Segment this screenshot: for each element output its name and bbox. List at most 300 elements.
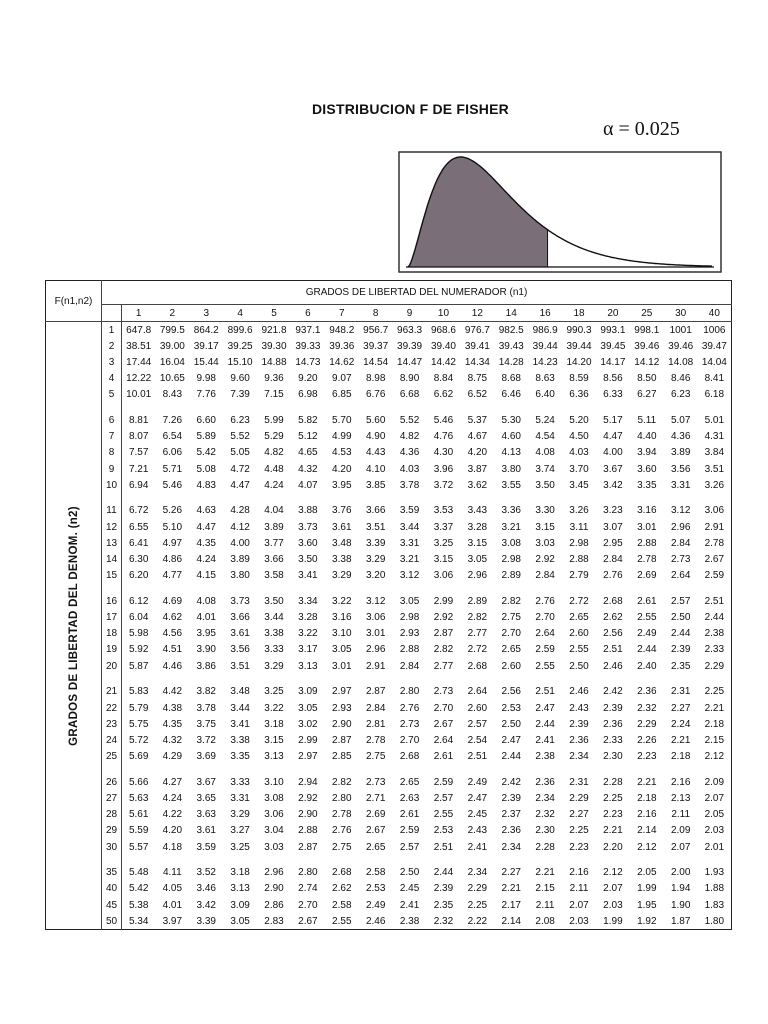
row-header-spacer <box>102 493 122 503</box>
value-cell: 6.98 <box>298 389 318 401</box>
value-cell: 3.10 <box>332 628 352 640</box>
value-cell: 4.76 <box>433 431 454 443</box>
value-cell: 4.35 <box>196 537 216 549</box>
value-cell: 1.95 <box>637 899 657 911</box>
value-cell: 38.51 <box>126 340 152 352</box>
value-cell: 2.13 <box>670 792 691 804</box>
value-cell: 2.88 <box>637 537 657 549</box>
value-cell: 2.65 <box>569 612 589 624</box>
value-cell: 7.57 <box>128 447 149 459</box>
value-cell: 5.38 <box>128 899 149 911</box>
value-cell: 4.50 <box>569 431 589 443</box>
value-cell: 4.63 <box>196 505 216 517</box>
value-cell: 3.33 <box>264 644 284 656</box>
value-cell: 2.59 <box>433 776 454 788</box>
table-row <box>46 568 732 584</box>
value-cell: 5.69 <box>128 751 149 763</box>
row-header: 18 <box>102 626 122 642</box>
value-cell: 2.58 <box>332 899 352 911</box>
value-cell: 4.40 <box>637 431 657 443</box>
value-cell: 4.42 <box>162 686 183 698</box>
value-cell: 2.76 <box>399 702 420 714</box>
value-cell: 2.82 <box>433 644 454 656</box>
value-cell: 10.01 <box>126 389 152 401</box>
value-cell: 39.30 <box>261 340 287 352</box>
value-cell: 3.82 <box>196 686 216 698</box>
value-cell: 6.62 <box>433 389 454 401</box>
column-header: 2 <box>155 305 189 322</box>
value-cell: 2.39 <box>670 644 691 656</box>
value-cell: 2.60 <box>501 660 521 672</box>
value-cell: 2.03 <box>704 825 725 837</box>
value-cell: 3.16 <box>332 612 352 624</box>
value-cell: 2.27 <box>569 809 589 821</box>
value-cell: 2.36 <box>501 825 521 837</box>
table-row <box>46 322 732 339</box>
value-cell: 6.23 <box>230 415 250 427</box>
value-cell: 5.57 <box>128 841 149 853</box>
value-cell: 3.74 <box>535 463 555 475</box>
value-cell: 2.69 <box>637 570 657 582</box>
value-cell: 2.20 <box>603 841 623 853</box>
row-header: 27 <box>102 790 122 806</box>
table-row <box>46 749 732 765</box>
table-row <box>46 445 732 461</box>
value-cell: 2.55 <box>535 660 555 672</box>
value-cell: 4.56 <box>162 628 183 640</box>
row-header: 5 <box>102 387 122 403</box>
value-cell: 6.60 <box>196 415 216 427</box>
value-cell: 14.17 <box>600 356 626 368</box>
value-cell: 3.70 <box>569 463 589 475</box>
value-cell: 4.03 <box>569 447 589 459</box>
value-cell: 3.88 <box>298 505 318 517</box>
value-cell: 2.94 <box>298 776 318 788</box>
value-cell: 2.68 <box>467 660 488 672</box>
value-cell: 2.03 <box>603 899 623 911</box>
value-cell: 5.34 <box>128 915 149 927</box>
value-cell: 7.76 <box>196 389 216 401</box>
value-cell: 2.30 <box>603 751 623 763</box>
value-cell: 3.08 <box>264 792 284 804</box>
value-cell: 2.88 <box>399 644 420 656</box>
value-cell: 39.46 <box>634 340 660 352</box>
value-cell: 2.53 <box>365 883 386 895</box>
value-cell: 39.36 <box>329 340 355 352</box>
value-cell: 2.75 <box>501 612 521 624</box>
value-cell: 5.07 <box>670 415 691 427</box>
value-cell: 5.30 <box>501 415 521 427</box>
value-cell: 2.09 <box>704 776 725 788</box>
value-cell: 15.44 <box>193 356 219 368</box>
density-figure <box>398 151 722 273</box>
value-cell: 6.76 <box>365 389 386 401</box>
value-cell: 3.94 <box>637 447 657 459</box>
table-row <box>46 354 732 370</box>
value-cell: 993.1 <box>600 324 626 336</box>
value-cell: 2.16 <box>670 776 691 788</box>
value-cell: 2.46 <box>569 686 589 698</box>
column-header-row <box>46 305 732 322</box>
value-cell: 5.59 <box>128 825 149 837</box>
value-cell: 15.10 <box>227 356 253 368</box>
value-cell: 4.07 <box>298 479 318 491</box>
value-cell: 2.44 <box>670 628 691 640</box>
value-cell: 3.66 <box>264 554 284 566</box>
value-cell: 39.25 <box>227 340 253 352</box>
value-cell: 6.40 <box>535 389 555 401</box>
value-cell: 5.46 <box>433 415 454 427</box>
value-cell: 5.82 <box>298 415 318 427</box>
value-cell: 3.31 <box>230 792 250 804</box>
value-cell: 3.06 <box>433 570 454 582</box>
value-cell: 2.98 <box>569 537 589 549</box>
value-cell: 4.00 <box>603 447 623 459</box>
value-cell: 3.48 <box>332 537 352 549</box>
value-cell: 2.89 <box>467 595 488 607</box>
value-cell: 2.61 <box>433 751 454 763</box>
value-cell: 6.41 <box>128 537 149 549</box>
table-row <box>46 477 732 493</box>
value-cell: 2.33 <box>704 644 725 656</box>
value-cell: 3.69 <box>196 751 216 763</box>
value-cell: 2.59 <box>704 570 725 582</box>
value-cell: 2.83 <box>264 915 284 927</box>
row-header: 20 <box>102 658 122 674</box>
value-cell: 2.97 <box>298 751 318 763</box>
value-cell: 2.73 <box>365 776 386 788</box>
value-cell: 3.29 <box>230 809 250 821</box>
value-cell: 2.15 <box>535 883 555 895</box>
value-cell: 3.46 <box>196 883 216 895</box>
value-cell: 5.05 <box>230 447 250 459</box>
column-header: 12 <box>460 305 494 322</box>
value-cell: 39.45 <box>600 340 626 352</box>
value-cell: 6.27 <box>637 389 657 401</box>
value-cell: 2.44 <box>535 718 555 730</box>
value-cell: 5.72 <box>128 734 149 746</box>
value-cell: 3.60 <box>298 537 318 549</box>
value-cell: 2.59 <box>399 825 420 837</box>
row-header-spacer <box>102 765 122 775</box>
value-cell: 3.15 <box>264 734 284 746</box>
value-cell: 5.83 <box>128 686 149 698</box>
column-header: 25 <box>630 305 664 322</box>
value-cell: 2.44 <box>501 751 521 763</box>
column-header: 3 <box>189 305 223 322</box>
value-cell: 4.13 <box>501 447 521 459</box>
value-cell: 8.43 <box>162 389 183 401</box>
value-cell: 3.48 <box>230 686 250 698</box>
value-cell: 3.21 <box>501 521 521 533</box>
table-row <box>46 774 732 790</box>
value-cell: 3.18 <box>230 867 250 879</box>
denominator-title: GRADOS DE LIBERTAD DEL DENOM. (n2) <box>67 505 80 746</box>
value-cell: 2.76 <box>535 595 555 607</box>
value-cell: 3.28 <box>467 521 488 533</box>
value-cell: 9.20 <box>298 373 318 385</box>
value-cell: 2.23 <box>569 841 589 853</box>
value-cell: 3.67 <box>196 776 216 788</box>
value-cell: 4.99 <box>332 431 352 443</box>
value-cell: 3.75 <box>196 718 216 730</box>
group-spacer <box>46 674 732 684</box>
value-cell: 4.20 <box>467 447 488 459</box>
value-cell: 2.82 <box>467 612 488 624</box>
value-cell: 4.53 <box>332 447 352 459</box>
value-cell: 3.13 <box>264 751 284 763</box>
value-cell: 2.38 <box>399 915 420 927</box>
value-cell: 2.67 <box>365 825 386 837</box>
value-cell: 2.14 <box>637 825 657 837</box>
value-cell: 3.15 <box>467 537 488 549</box>
value-cell: 2.51 <box>467 751 488 763</box>
row-header: 23 <box>102 716 122 732</box>
column-header: 10 <box>427 305 461 322</box>
value-cell: 3.72 <box>433 479 454 491</box>
value-cell: 2.18 <box>670 751 691 763</box>
value-cell: 2.23 <box>637 751 657 763</box>
value-cell: 8.59 <box>569 373 589 385</box>
value-cell: 14.23 <box>532 356 558 368</box>
value-cell: 3.13 <box>230 883 250 895</box>
value-cell: 2.73 <box>399 718 420 730</box>
value-cell: 6.04 <box>128 612 149 624</box>
value-cell: 4.47 <box>603 431 623 443</box>
value-cell: 2.89 <box>501 570 521 582</box>
table-row <box>46 338 732 354</box>
value-cell: 3.85 <box>365 479 386 491</box>
value-cell: 2.84 <box>670 537 691 549</box>
row-header: 12 <box>102 519 122 535</box>
value-cell: 3.04 <box>264 825 284 837</box>
value-cell: 4.65 <box>298 447 318 459</box>
value-cell: 2.57 <box>467 718 488 730</box>
value-cell: 3.05 <box>467 554 488 566</box>
value-cell: 2.67 <box>704 554 725 566</box>
value-cell: 3.25 <box>433 537 454 549</box>
value-cell: 2.21 <box>637 776 657 788</box>
value-cell: 2.36 <box>569 734 589 746</box>
row-header: 3 <box>102 354 122 370</box>
value-cell: 2.23 <box>603 809 623 821</box>
value-cell: 2.80 <box>298 867 318 879</box>
value-cell: 2.68 <box>399 751 420 763</box>
value-cell: 986.9 <box>532 324 558 336</box>
value-cell: 2.78 <box>704 537 725 549</box>
value-cell: 2.44 <box>704 612 725 624</box>
value-cell: 2.11 <box>569 883 589 895</box>
value-cell: 647.8 <box>126 324 152 336</box>
value-cell: 8.07 <box>128 431 149 443</box>
value-cell: 2.50 <box>399 867 420 879</box>
table-row <box>46 387 732 403</box>
row-header: 2 <box>102 338 122 354</box>
value-cell: 3.78 <box>399 479 420 491</box>
value-cell: 2.92 <box>298 792 318 804</box>
value-cell: 5.99 <box>264 415 284 427</box>
value-cell: 2.07 <box>603 883 623 895</box>
value-cell: 3.45 <box>569 479 589 491</box>
value-cell: 6.46 <box>501 389 521 401</box>
value-cell: 3.80 <box>501 463 521 475</box>
table-row <box>46 658 732 674</box>
column-header: 5 <box>257 305 291 322</box>
row-header-spacer <box>102 584 122 594</box>
denominator-title-cell <box>46 322 102 930</box>
table-row <box>46 503 732 519</box>
value-cell: 2.78 <box>365 734 386 746</box>
value-cell: 8.50 <box>637 373 657 385</box>
value-cell: 2.63 <box>399 792 420 804</box>
value-cell: 2.75 <box>332 841 352 853</box>
value-cell: 2.36 <box>637 686 657 698</box>
value-cell: 2.68 <box>332 867 352 879</box>
value-cell: 2.61 <box>637 595 657 607</box>
value-cell: 3.53 <box>433 505 454 517</box>
value-cell: 2.25 <box>603 792 623 804</box>
value-cell: 2.76 <box>603 570 623 582</box>
row-header: 35 <box>102 865 122 881</box>
spacer-cell <box>122 855 732 865</box>
value-cell: 39.46 <box>668 340 694 352</box>
value-cell: 3.87 <box>467 463 488 475</box>
value-cell: 2.49 <box>637 628 657 640</box>
value-cell: 14.34 <box>464 356 490 368</box>
row-header: 6 <box>102 412 122 428</box>
row-header: 7 <box>102 429 122 445</box>
value-cell: 39.47 <box>701 340 727 352</box>
value-cell: 2.61 <box>399 809 420 821</box>
value-cell: 5.89 <box>196 431 216 443</box>
value-cell: 4.86 <box>162 554 183 566</box>
value-cell: 2.33 <box>603 734 623 746</box>
value-cell: 3.28 <box>298 612 318 624</box>
value-cell: 9.98 <box>196 373 216 385</box>
value-cell: 2.34 <box>535 792 555 804</box>
value-cell: 3.38 <box>332 554 352 566</box>
value-cell: 3.01 <box>365 628 386 640</box>
value-cell: 2.56 <box>603 628 623 640</box>
value-cell: 2.12 <box>704 751 725 763</box>
value-cell: 2.84 <box>399 660 420 672</box>
row-header: 15 <box>102 568 122 584</box>
value-cell: 4.46 <box>162 660 183 672</box>
value-cell: 3.15 <box>535 521 555 533</box>
value-cell: 39.40 <box>430 340 456 352</box>
value-cell: 976.7 <box>464 324 490 336</box>
value-cell: 2.32 <box>637 702 657 714</box>
value-cell: 2.93 <box>399 628 420 640</box>
value-cell: 3.51 <box>704 463 725 475</box>
value-cell: 3.06 <box>264 809 284 821</box>
column-header: 20 <box>596 305 630 322</box>
value-cell: 899.6 <box>227 324 253 336</box>
row-header: 10 <box>102 477 122 493</box>
value-cell: 2.78 <box>332 809 352 821</box>
value-cell: 2.87 <box>332 734 352 746</box>
value-cell: 3.05 <box>298 702 318 714</box>
value-cell: 2.62 <box>603 612 623 624</box>
row-header: 26 <box>102 774 122 790</box>
column-header: 40 <box>698 305 732 322</box>
row-header: 30 <box>102 839 122 855</box>
value-cell: 2.69 <box>365 809 386 821</box>
value-cell: 4.72 <box>230 463 250 475</box>
value-cell: 5.12 <box>298 431 318 443</box>
value-cell: 4.18 <box>162 841 183 853</box>
value-cell: 2.35 <box>433 899 454 911</box>
value-cell: 3.08 <box>501 537 521 549</box>
value-cell: 6.23 <box>670 389 691 401</box>
group-spacer <box>46 403 732 413</box>
value-cell: 1.99 <box>603 915 623 927</box>
value-cell: 2.21 <box>603 825 623 837</box>
spacer-cell <box>122 765 732 775</box>
value-cell: 2.65 <box>501 644 521 656</box>
value-cell: 4.04 <box>264 505 284 517</box>
value-cell: 968.6 <box>430 324 456 336</box>
value-cell: 3.41 <box>298 570 318 582</box>
row-header: 40 <box>102 881 122 897</box>
value-cell: 2.41 <box>535 734 555 746</box>
value-cell: 2.17 <box>501 899 521 911</box>
value-cell: 3.95 <box>332 479 352 491</box>
value-cell: 5.48 <box>128 867 149 879</box>
value-cell: 3.29 <box>264 660 284 672</box>
group-spacer <box>46 493 732 503</box>
spacer-cell <box>122 403 732 413</box>
value-cell: 3.38 <box>230 734 250 746</box>
value-cell: 14.42 <box>430 356 456 368</box>
value-cell: 1.83 <box>704 899 725 911</box>
row-header: 21 <box>102 684 122 700</box>
value-cell: 2.67 <box>433 718 454 730</box>
value-cell: 3.59 <box>399 505 420 517</box>
value-cell: 5.60 <box>365 415 386 427</box>
value-cell: 2.56 <box>501 686 521 698</box>
value-cell: 2.76 <box>332 825 352 837</box>
value-cell: 3.23 <box>603 505 623 517</box>
value-cell: 7.21 <box>128 463 149 475</box>
value-cell: 3.67 <box>603 463 623 475</box>
table-row <box>46 626 732 642</box>
value-cell: 2.47 <box>501 734 521 746</box>
value-cell: 5.29 <box>264 431 284 443</box>
value-cell: 2.38 <box>704 628 725 640</box>
table-row <box>46 412 732 428</box>
value-cell: 2.58 <box>365 867 386 879</box>
value-cell: 948.2 <box>329 324 355 336</box>
value-cell: 4.28 <box>230 505 250 517</box>
value-cell: 799.5 <box>159 324 185 336</box>
value-cell: 3.95 <box>196 628 216 640</box>
row-header: 16 <box>102 593 122 609</box>
value-cell: 2.84 <box>535 570 555 582</box>
row-header: 17 <box>102 610 122 626</box>
value-cell: 5.92 <box>128 644 149 656</box>
value-cell: 3.66 <box>365 505 386 517</box>
value-cell: 2.29 <box>637 718 657 730</box>
value-cell: 14.20 <box>566 356 592 368</box>
value-cell: 1.92 <box>637 915 657 927</box>
value-cell: 3.21 <box>399 554 420 566</box>
value-cell: 14.88 <box>261 356 287 368</box>
row-header: 22 <box>102 700 122 716</box>
value-cell: 5.37 <box>467 415 488 427</box>
value-cell: 2.31 <box>569 776 589 788</box>
value-cell: 3.72 <box>196 734 216 746</box>
